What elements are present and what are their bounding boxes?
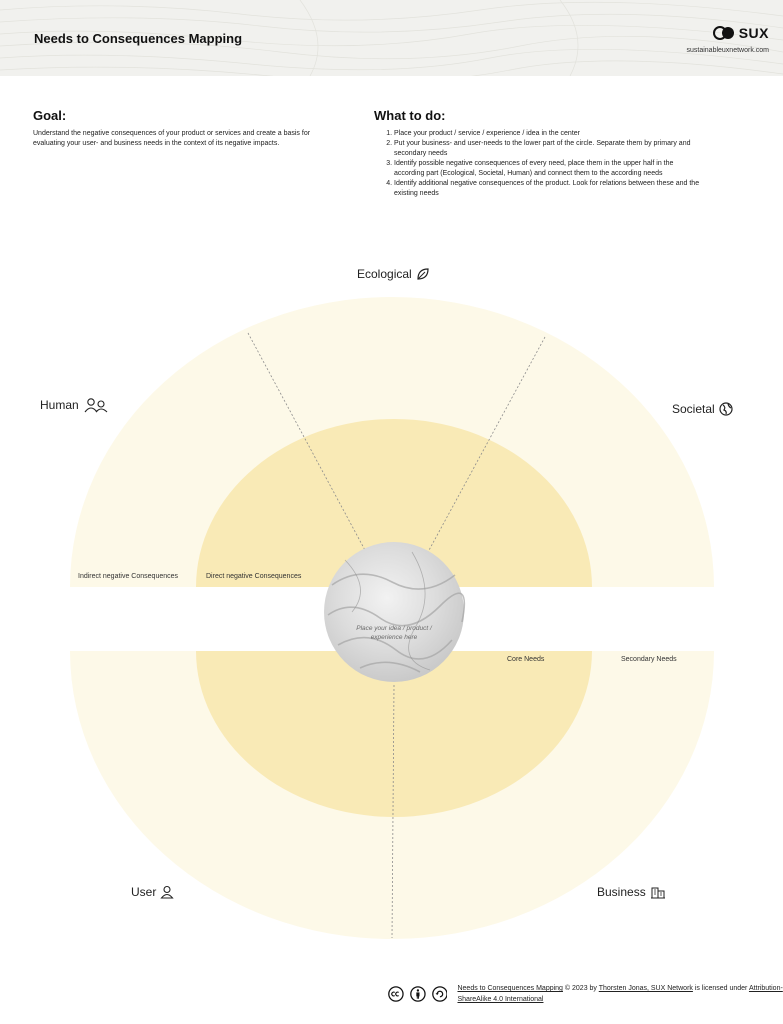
copyright-text: © 2023 by <box>564 985 597 992</box>
ecological-label <box>357 267 430 281</box>
direct-consequences-label: Direct negative Consequences <box>206 573 302 580</box>
leaf-icon <box>416 267 430 281</box>
creative-commons-icon <box>388 984 404 1004</box>
person-icon <box>160 885 174 899</box>
people-icon <box>83 397 109 413</box>
indirect-consequences-label: Indirect negative Consequences <box>78 573 179 580</box>
license-footer <box>388 983 783 1005</box>
instruction-step: 3. Identify possible negative consequences of every need, place them in the upper half in the according part (Ecological, Societal, Human) and connect them to the according needs <box>394 159 704 179</box>
licensed-text: is licensed under <box>694 985 748 992</box>
societal-text: Societal <box>672 402 715 416</box>
human-text: Human <box>40 398 79 412</box>
author-link[interactable]: Thorsten Jonas, SUX Network <box>598 985 693 992</box>
user-text: User <box>131 885 157 899</box>
business-text: Business <box>597 885 646 899</box>
globe-icon <box>719 402 733 416</box>
core-needs-label: Core Needs <box>507 656 545 663</box>
goal-heading: Goal: <box>33 108 67 123</box>
center-idea-circle[interactable] <box>324 542 464 682</box>
secondary-needs-label: Secondary Needs <box>621 656 677 663</box>
goal-text: Understand the negative consequences of your product or services and create a basis for evaluating your user- and business needs in the context of its negative impacts. <box>33 130 311 147</box>
human-label <box>40 397 109 413</box>
building-icon <box>650 885 666 899</box>
license-text <box>457 983 783 1005</box>
center-placeholder[interactable]: Place your idea / product / experience here <box>356 625 432 641</box>
website-link[interactable]: sustainableuxnetwork.com <box>686 47 769 54</box>
work-title-link[interactable]: Needs to Consequences Mapping <box>457 985 563 992</box>
societal-label <box>672 402 733 416</box>
what-to-do-heading: What to do: <box>374 108 446 123</box>
ecological-text: Ecological <box>357 267 412 281</box>
share-alike-icon <box>432 984 448 1004</box>
instruction-step: 1. Place your product / service / experience / idea in the center <box>394 129 704 139</box>
user-label <box>131 885 174 899</box>
page-title: Needs to Consequences Mapping <box>34 31 243 46</box>
license-link[interactable]: Attribution-ShareAlike 4.0 International <box>457 985 783 1003</box>
business-label <box>597 885 666 899</box>
attribution-icon <box>410 984 426 1004</box>
instruction-step: 2. Put your business- and user-needs to the lower part of the circle. Separate them by primary and secondary needs <box>394 139 704 159</box>
instruction-step: 4. Identify additional negative consequences of the product. Look for relations between these and the existing needs <box>394 179 704 199</box>
logo-text: SUX <box>738 25 769 41</box>
